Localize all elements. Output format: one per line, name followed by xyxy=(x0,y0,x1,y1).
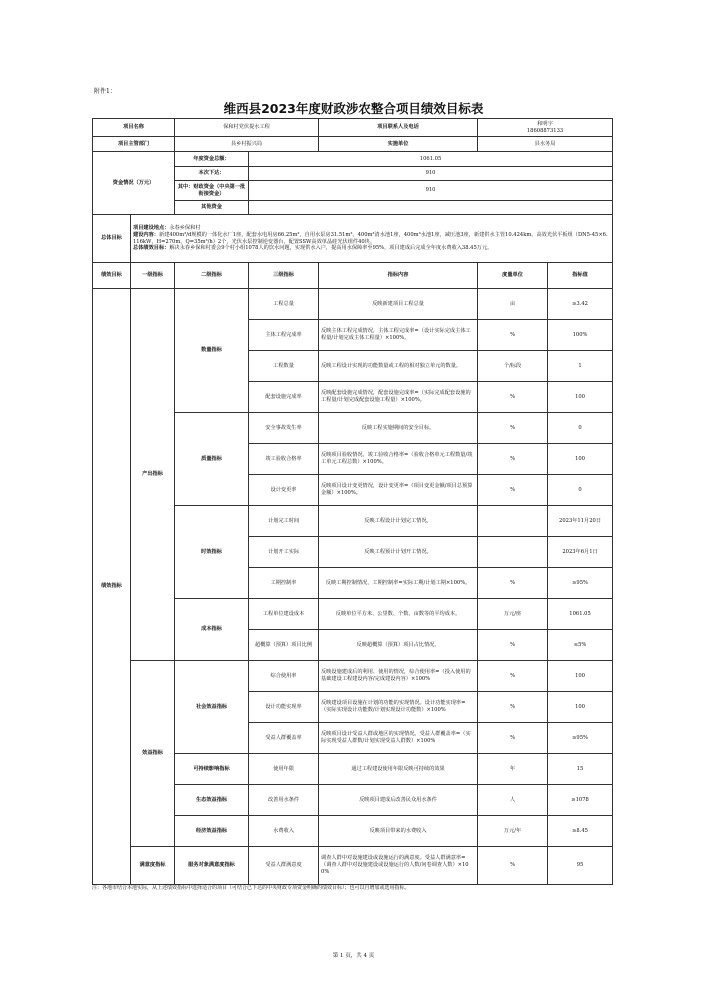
indicator-content: 反映项目建成后改善民众用水条件 xyxy=(319,785,478,816)
indicator-name: 安全事故发生率 xyxy=(249,413,319,444)
indicator-name: 工程单位建设成本 xyxy=(249,599,319,630)
satisfaction-label: 满意度指标 xyxy=(131,847,175,885)
indicator-value: 1 xyxy=(548,351,613,382)
indicator-unit: % xyxy=(478,692,548,723)
indicator-value: 2023年11月20日 xyxy=(548,506,613,537)
header-goal: 绩效目标 xyxy=(93,263,131,289)
overall-content xyxy=(131,215,613,263)
indicator-value: ≥95% xyxy=(548,568,613,599)
overall-label: 总体目标 xyxy=(93,215,131,263)
quality-label: 质量指标 xyxy=(175,413,249,506)
location-value: 永春乡保和村 xyxy=(169,225,201,231)
sustain-label: 可持续影响指标 xyxy=(175,754,249,785)
header-content: 指标内容 xyxy=(319,263,478,289)
timeliness-label: 时效指标 xyxy=(175,506,249,599)
indicator-name: 改善用水条件 xyxy=(249,785,319,816)
indicator-unit: 个/标段 xyxy=(478,351,548,382)
output-label: 产出指标 xyxy=(131,289,175,661)
indicator-content: 反映项目验收情况，竣工验收合格率=（验收合格单元工程数量/竣工单元工程总数）×100%。 xyxy=(319,444,478,475)
indicator-content: 反映新建项目工程总量 xyxy=(319,289,478,320)
indicator-content: 反映设施建成后的利用、使用的情况，综合使用率=（投入使用的基础建设工程建设内容/完成建设内容）×100% xyxy=(319,661,478,692)
indicator-content: 反映工程设计实现的功能数量或工程的相对独立单元的数量。 xyxy=(319,351,478,382)
impl-label: 实施单位 xyxy=(319,137,478,152)
contact-phone: 18608873133 xyxy=(526,127,564,134)
indicator-name: 受益人群满意度 xyxy=(249,847,319,885)
performance-target-table xyxy=(92,118,613,885)
indicator-unit: % xyxy=(478,630,548,661)
page-title: 维西县2023年度财政涉农整合项目绩效目标表 xyxy=(223,101,484,116)
annex-label: 附件1： xyxy=(94,88,116,95)
econ-label: 经济效益指标 xyxy=(175,816,249,847)
indicator-name: 配套设施完成率 xyxy=(249,382,319,413)
page-number: 第 1 页，共 4 页 xyxy=(332,953,375,959)
content-value: 新建400m³/d规模的一体化水厂1座，配套水电用房66.25m²，自用水泵房31.51m²，400m³清水池1座，400m³水池1座，减压池3座，新建供水主管10.424km，高效光伏平板组（DN5-45×6.116kW，H=270m，Q=35m³/h）2个，光伏水泵控制逆变器台，配置SSW高效单晶硅光伏组件40块。 xyxy=(133,231,608,245)
header-row xyxy=(93,263,613,289)
indicator-content: 反映工期控制情况，工期控制率=实际工期/计划工期×100%。 xyxy=(319,568,478,599)
impl-value: 县水务局 xyxy=(478,137,613,152)
header-unit: 度量单位 xyxy=(478,263,548,289)
funds-among-value: 910 xyxy=(249,181,613,201)
indicator-value: 100% xyxy=(548,320,613,351)
table-row xyxy=(93,847,613,885)
indicator-name: 受益人群覆盖率 xyxy=(249,723,319,754)
indicator-name: 使用年限 xyxy=(249,754,319,785)
indicator-value: ≤5% xyxy=(548,630,613,661)
header-level3: 三级指标 xyxy=(249,263,319,289)
indicator-value: 0 xyxy=(548,413,613,444)
cost-label: 成本指标 xyxy=(175,599,249,661)
dept-label: 项目主管部门 xyxy=(93,137,175,152)
indicator-content: 反映工程实施期间的安全目标。 xyxy=(319,413,478,444)
indicator-name: 工程总量 xyxy=(249,289,319,320)
funds-label: 资金情况（万元） xyxy=(93,152,175,215)
indicator-content: 反映工程设计计划完工情况。 xyxy=(319,506,478,537)
dept-value: 县乡村振兴局 xyxy=(175,137,319,152)
indicator-name: 设计变更率 xyxy=(249,475,319,506)
funds-issued-label: 本次下达： xyxy=(175,167,249,181)
indicator-value: 100 xyxy=(548,661,613,692)
indicator-unit: % xyxy=(478,444,548,475)
indicator-name: 设计功能实现率 xyxy=(249,692,319,723)
overall-row xyxy=(93,215,613,263)
social-label: 社会效益指标 xyxy=(175,661,249,754)
indicator-value: ≥1078 xyxy=(548,785,613,816)
indicator-value: ≥95% xyxy=(548,723,613,754)
indicator-content: 反映项目设计变更情况，设计变更率=（项目变更金额/项目总预算金额）×100%。 xyxy=(319,475,478,506)
eco-label: 生态效益指标 xyxy=(175,785,249,816)
indicator-name: 水费收入 xyxy=(249,816,319,847)
indicator-name: 超概算（预算）项目比例 xyxy=(249,630,319,661)
indicator-value: 100 xyxy=(548,444,613,475)
project-name-value: 保和村党伏提水工程 xyxy=(175,119,319,137)
funds-total-row xyxy=(93,152,613,167)
location-label: 项目建设地点： xyxy=(133,225,170,231)
indicator-unit: % xyxy=(478,568,548,599)
indicator-value: 95 xyxy=(548,847,613,885)
indicator-content: 调查人群中对设施建设或设施运行的满意度。受益人群满意率=（调查人群中对设施建设或设施运行的人数/问卷调查人数）×100% xyxy=(319,847,478,885)
indicator-content: 反映单位平方米、公里数、个数、亩数等的平均成本。 xyxy=(319,599,478,630)
header-level2: 二级指标 xyxy=(175,263,249,289)
indicator-unit: 亩 xyxy=(478,289,548,320)
indicator-name: 综合使用率 xyxy=(249,661,319,692)
indicator-unit xyxy=(478,506,548,537)
indicator-value: ≥8.45 xyxy=(548,816,613,847)
funds-among-label: 其中：财政资金（中央第一批衔接资金） xyxy=(175,181,249,201)
indicator-name: 工程数量 xyxy=(249,351,319,382)
header-value: 指标值 xyxy=(548,263,613,289)
indicator-content: 反映配套设施完成情况，配套设施完成率=（实际完成配套设施的工程量/计划完成配套设施工程量）×100%。 xyxy=(319,382,478,413)
indicator-name: 计划完工时间 xyxy=(249,506,319,537)
indicator-value: 15 xyxy=(548,754,613,785)
indicator-content: 反映项目带来的水费收入 xyxy=(319,816,478,847)
indicator-unit: % xyxy=(478,320,548,351)
indicator-value: 1061.05 xyxy=(548,599,613,630)
indicator-unit: % xyxy=(478,413,548,444)
funds-other-value xyxy=(249,201,613,215)
indicator-unit: % xyxy=(478,382,548,413)
table-row xyxy=(93,289,613,320)
project-name-row xyxy=(93,119,613,137)
indicator-value: 100 xyxy=(548,382,613,413)
indicator-unit: % xyxy=(478,475,548,506)
table-row xyxy=(93,661,613,692)
funds-total-label: 年度资金总额： xyxy=(175,152,249,167)
project-name-label: 项目名称 xyxy=(93,119,175,137)
beneficiary-label: 服务对象满意度指标 xyxy=(175,847,249,885)
indicator-content: 反映工程预计计划开工情况。 xyxy=(319,537,478,568)
contact-name: 和明宇 xyxy=(537,120,553,127)
target-label: 总体绩效目标： xyxy=(133,245,170,252)
funds-total-value: 1061.05 xyxy=(249,152,613,167)
indicator-name: 竣工验收合格率 xyxy=(249,444,319,475)
indicator-unit: % xyxy=(478,723,548,754)
indicator-name: 工期控制率 xyxy=(249,568,319,599)
dept-row xyxy=(93,137,613,152)
indicator-unit: 人 xyxy=(478,785,548,816)
indicator-unit: 万元/座 xyxy=(478,599,548,630)
indicator-content: 反映项目设计受益人群或地区的实现情况。受益人群覆盖率=（实际实现受益人群数/计划实现受益人群数）×100% xyxy=(319,723,478,754)
header-level1: 一级指标 xyxy=(131,263,175,289)
funds-issued-value: 910 xyxy=(249,167,613,181)
indicator-unit: % xyxy=(478,661,548,692)
indicator-content: 反映建设项目设施在计划的功能的实现情况。设计功能实现率=（实际实现设计功能数/计划实现设计功能数）×100% xyxy=(319,692,478,723)
indicator-content: 通过工程建设使用年限反映可持续的效果 xyxy=(319,754,478,785)
indicator-name: 计划开工实际 xyxy=(249,537,319,568)
contact-value xyxy=(478,119,613,137)
indicator-unit: 万元/年 xyxy=(478,816,548,847)
indicator-value: 100 xyxy=(548,692,613,723)
indicator-unit xyxy=(478,537,548,568)
footnote: 注：各地市结合本地实际，从上述绩效指标中选择适合的项目（可结合已下达的中央财政专项资金明确的绩效目标）；也可以自增加或选用指标。 xyxy=(92,885,410,891)
indicator-unit: 年 xyxy=(478,754,548,785)
target-value: 解决永春乡保和村委会9个村小组1078人的饮水问题，实现供水入户，提高用水保障率至95%，项目建成后完成全年度水费收入38.45万元。 xyxy=(169,245,493,252)
indicator-name: 主体工程完成率 xyxy=(249,320,319,351)
contact-label: 项目联系人及电话 xyxy=(319,119,478,137)
indicator-content: 反映主体工程完成情况，主体工程完成率=（设计实际完成主体工程量/计划完成主体工程量）×100%。 xyxy=(319,320,478,351)
indicator-content: 反映超概算（预算）项目占比情况。 xyxy=(319,630,478,661)
perf-label: 绩效指标 xyxy=(93,289,131,885)
benefit-label: 效益指标 xyxy=(131,661,175,847)
quantity-label: 数量指标 xyxy=(175,289,249,413)
indicator-value: 2023年6月1日 xyxy=(548,537,613,568)
funds-other-label: 其他资金 xyxy=(175,201,249,215)
indicator-unit: % xyxy=(478,847,548,885)
content-label: 建设内容： xyxy=(133,231,159,238)
indicator-value: ≥3.42 xyxy=(548,289,613,320)
indicator-value: 0 xyxy=(548,475,613,506)
